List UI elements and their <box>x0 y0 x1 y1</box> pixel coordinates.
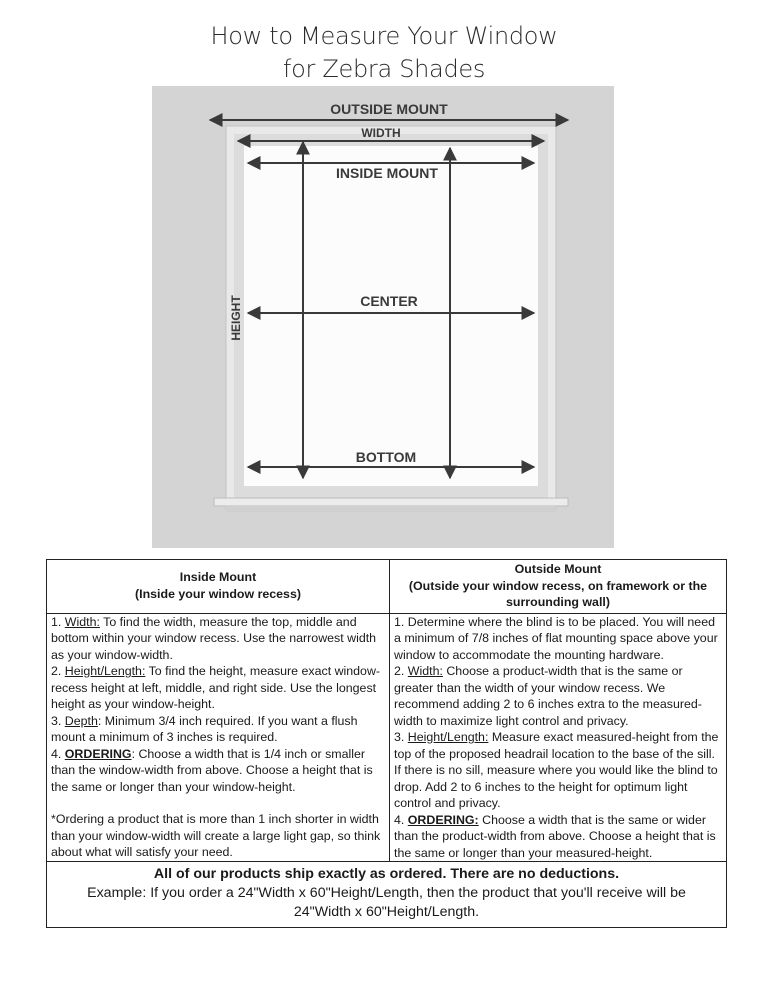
window-sill <box>214 498 568 506</box>
width-label: WIDTH <box>361 126 401 140</box>
bottom-label: BOTTOM <box>355 449 417 465</box>
height-label: HEIGHT <box>229 295 243 341</box>
window-measurement-diagram <box>152 86 614 548</box>
inside-mount-label: INSIDE MOUNT <box>336 165 438 181</box>
outside-step-4: 4. ORDERING: Choose a width that is the same or wider than the product-width from above. Choose a height that is the same or longer than your measured-height. <box>394 812 716 860</box>
inside-note: *Ordering a product that is more than 1 inch shorter in width than your window-width will create a large light gap, so think about what will satisfy your need. <box>51 812 381 859</box>
inside-step-2: 2. Height/Length: To find the height, measure exact window-recess height at left, middle, and right side. Use the longest height as your window-height. <box>51 664 381 711</box>
window-glass <box>244 146 538 486</box>
outside-mount-instructions <box>390 613 727 862</box>
ordering-footer <box>47 862 727 928</box>
sill-shadow <box>226 506 556 512</box>
outside-step-1: 1. Determine where the blind is to be placed. You will need a minimum of 7/8 inches of flat mounting space above your window to accommodate the mounting hardware. <box>394 614 718 662</box>
inside-mount-instructions <box>47 613 390 862</box>
outside-mount-header: Outside Mount (Outside your window recess, on framework or the surrounding wall) <box>390 560 727 614</box>
measurement-table <box>46 559 727 928</box>
outside-mount-label: OUTSIDE MOUNT <box>330 101 448 117</box>
inside-step-4: 4. ORDERING: Choose a width that is 1/4 inch or smaller than the window-width from above. Choose a height that is the same or longer than your window-height. <box>51 746 373 794</box>
footer-example: Example: If you order a 24"Width x 60"Height/Length, then the product that you'll receive will be 24"Width x 60"Height/Length. <box>87 885 686 920</box>
outside-step-2: 2. Width: Choose a product-width that is the same or greater than the width of your window recess. We recommend adding 2 to 6 inches extra to the measured-width to maximize light control and privacy. <box>394 664 702 728</box>
title-line-1: How to Measure Your Window <box>210 22 558 50</box>
inside-mount-header: Inside Mount (Inside your window recess) <box>47 560 390 614</box>
outside-step-3: 3. Height/Length: Measure exact measured-height from the top of the proposed headrail location to the base of the sill. If there is no sill, measure where you would like the blind to drop. Add 2 to 6 inches to the height for optimum light control and privacy. <box>394 730 719 810</box>
title-line-2: for Zebra Shades <box>282 55 486 83</box>
center-label: CENTER <box>360 293 418 309</box>
footer-headline: All of our products ship exactly as ordered. There are no deductions. <box>153 866 620 882</box>
inside-step-3: 3. Depth: Minimum 3/4 inch required. If you want a flush mount a minimum of 3 inches is required. <box>51 713 358 744</box>
inside-step-1: 1. Width: To find the width, measure the top, middle and bottom within your window recess. Use the narrowest width as your window-width. <box>51 614 377 662</box>
page-title <box>0 20 768 86</box>
